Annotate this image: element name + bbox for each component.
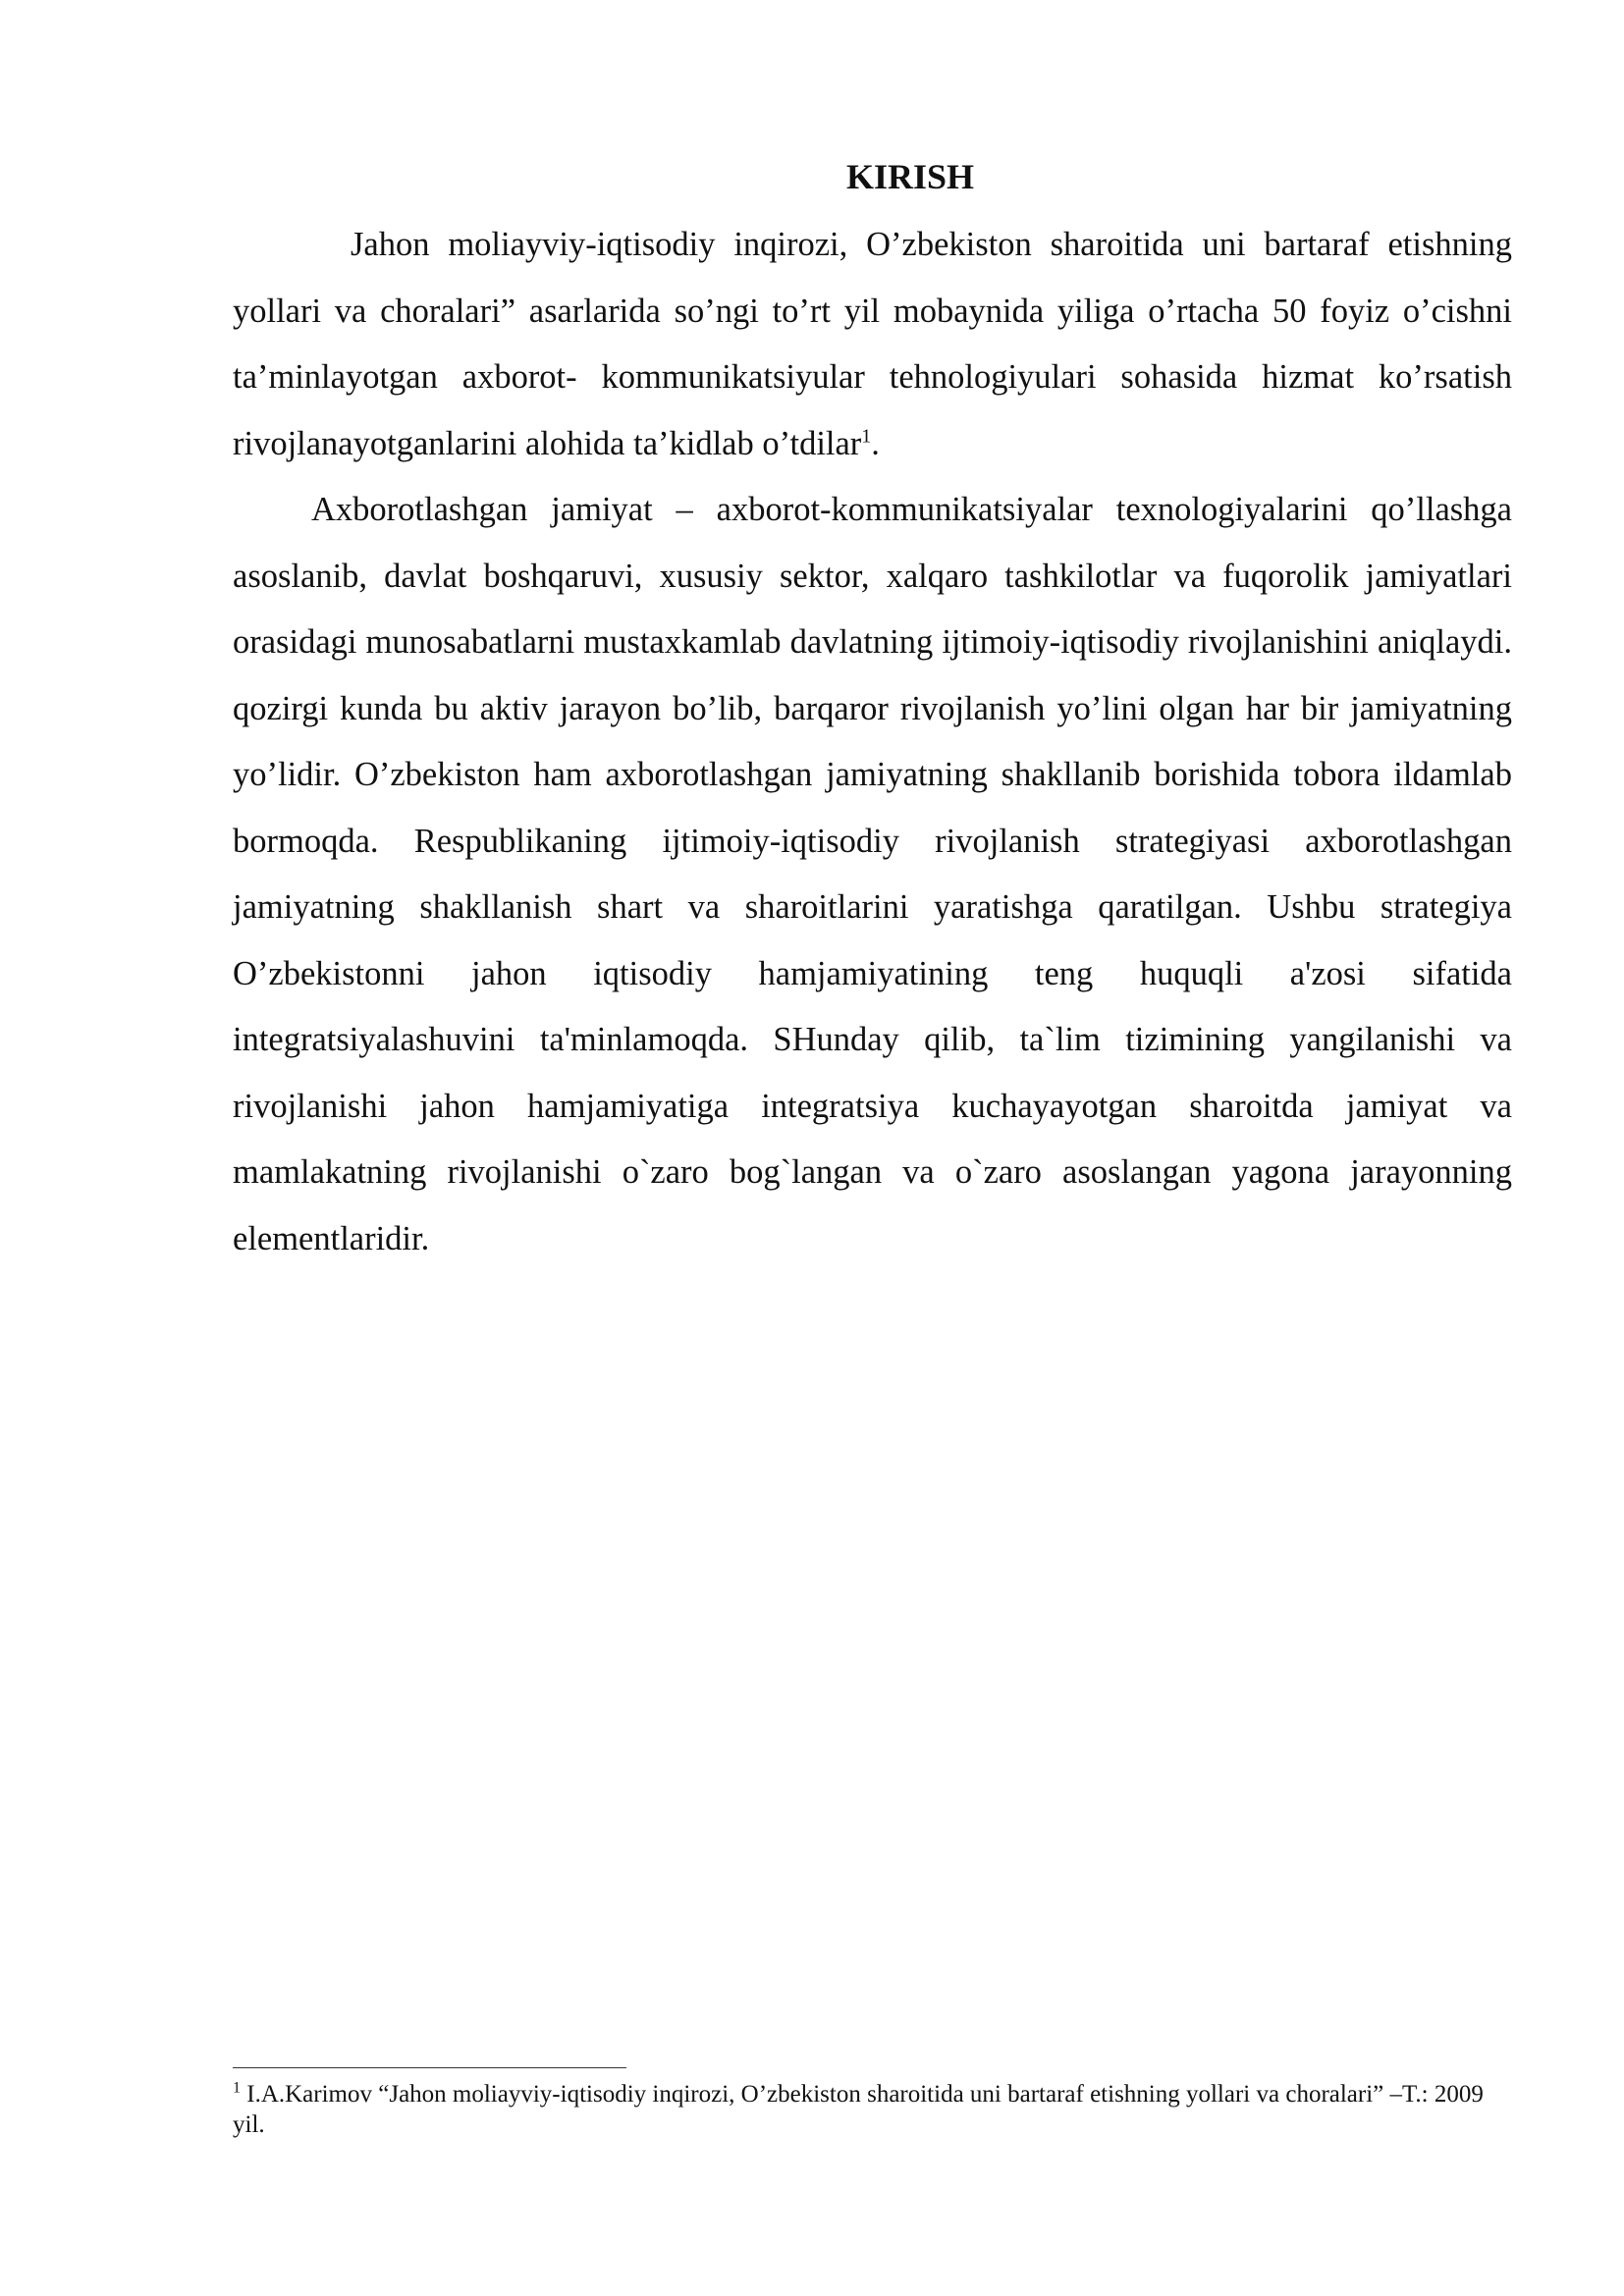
paragraph-2: Axborotlashgan jamiyat – axborot-kommunikatsiyalar texnologiyalarini qo’llashga asoslanib, davlat boshqaruvi, xususiy sektor, xalqaro tashkilotlar va fuqorolik jamiyatlari orasidagi munosabatlarni mustaxkamlab davlatning ijtimoiy-iqtisodiy rivojlanishini aniqlaydi. qozirgi kunda bu aktiv jarayon bo’lib, barqaror rivojlanish yo’lini olgan har bir jamiyatning yo’lidir. O’zbekiston ham axborotlashgan jamiyatning shakllanib borishida tobora ildamlab bormoqda. Respublikaning ijtimoiy-iqtisodiy rivojlanish strategiyasi axborotlashgan jamiyatning shakllanish shart va sharoitlarini yaratishga qaratilgan. Ushbu strategiya O’zbekistonni jahon iqtisodiy hamjamiyatining teng huquqli a'zosi sifatida integratsiyalashuvini ta'minlamoqda. SHunday qilib, ta`lim tizimining yangilanishi va rivojlanishi jahon hamjamiyatiga integratsiya kuchayayotgan sharoitda jamiyat va mamlakatning rivojlanishi o`zaro bog`langan va o`zaro asoslangan yagona jarayonning elementlaridir. bbox=[233, 491, 1512, 1257]
footnote-separator bbox=[233, 2067, 626, 2068]
footnote bbox=[233, 2079, 1512, 2140]
paragraph-1-end: . bbox=[871, 424, 880, 462]
footnote-reference: 1 bbox=[861, 425, 872, 447]
footnote-text: I.A.Karimov “Jahon moliayviy-iqtisodiy inqirozi, O’zbekiston sharoitida uni bartaraf etishning yollari va choralari” –T.: 2009 yil. bbox=[233, 2081, 1484, 2138]
body-text bbox=[233, 212, 1512, 1272]
paragraph-1-text: Jahon moliayviy-iqtisodiy inqirozi, O’zbekiston sharoitida uni bartaraf etishning yollari va choralari” asarlarida so’ngi to’rt yil mobaynida yiliga o’rtacha 50 foyiz o’cishni ta’minlayotgan axborot- kommunikatsiyular tehnologiyulari sohasida hizmat ko’rsatish rivojlanayotganlarini alohida ta’kidlab o’tdilar bbox=[233, 226, 1512, 462]
footnote-number: 1 bbox=[233, 2079, 241, 2097]
page-title: KIRISH bbox=[845, 157, 975, 196]
paragraph-1 bbox=[233, 212, 1512, 477]
